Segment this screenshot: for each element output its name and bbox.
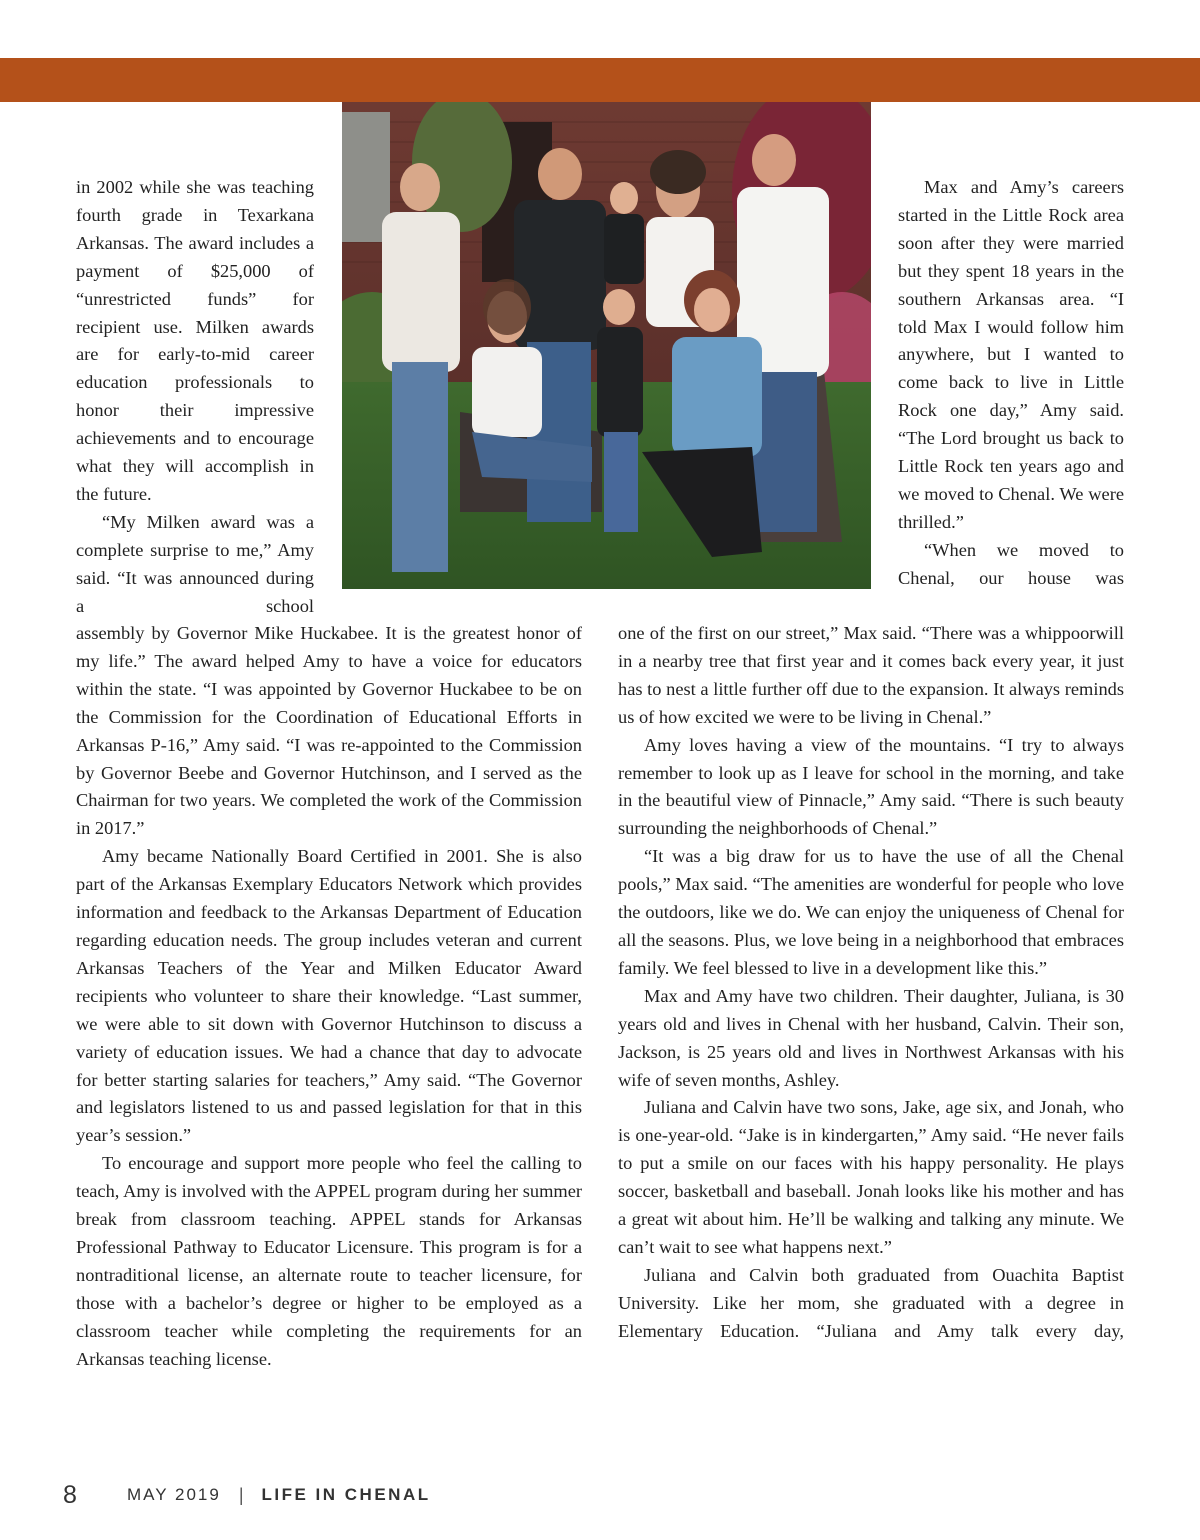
paragraph: Amy loves having a view of the mountains. “I try to always remember to look up as I leave for school in the morning, and take in the beautiful view of Pinnacle,” Amy said. “There is such beauty surrounding the neighborhoods of Chenal.” — [618, 734, 1124, 839]
paragraph: in 2002 while she was teaching fourth grade in Texarkana Arkansas. The award includes a payment of $25,000 of “unrestricted funds” for recipient use. Milken awards are for early-to-mid career education professionals to honor their impressive achievements and to encourage what they will accomplish in the future. — [76, 177, 314, 504]
paragraph: “It was a big draw for us to have the use of all the Chenal pools,” Max said. “The amenities are wonderful for people who love the outdoors, like we do. We can enjoy the uniqueness of Chenal for all the seasons. Plus, we love being in a neighborhood that embraces family. We feel blessed to live in a development like this.” — [618, 846, 1124, 978]
family-photo-illustration — [342, 102, 871, 589]
paragraph: Max and Amy’s careers started in the Little Rock area soon after they were married but they spent 18 years in the southern Arkansas area. “I told Max I would follow him anywhere, but I wanted to come back to live in Little Rock one day,” Amy said. “The Lord brought us back to Little Rock ten years ago and we moved to Chenal. We were thrilled.” — [898, 177, 1124, 532]
paragraph: Amy became Nationally Board Certified in 2001. She is also part of the Arkansas Exemplary Educators Network which provides information and feedback to the Arkansas Department of Education regarding education needs. The group includes veteran and current Arkansas Teachers of the Year and Milken Educator Award recipients who volunteer to share their knowledge. “Last summer, we were able to sit down with Governor Hutchinson to discuss a variety of education issues. We had a chance that day to advocate for better starting salaries for teachers,” Amy said. “The Governor and legislators listened to us and passed legislation for that in this year’s session.” — [76, 846, 582, 1146]
header-accent-bar — [0, 58, 1200, 102]
article-column-right-bottom — [618, 620, 1124, 1346]
paragraph: Juliana and Calvin both graduated from Ouachita Baptist University. Like her mom, she graduated with a degree in Elementary Education. “Juliana and Amy talk every day, — [618, 1264, 1124, 1341]
page-number: 8 — [63, 1480, 77, 1509]
paragraph: Juliana and Calvin have two sons, Jake, age six, and Jonah, who is one-year-old. “Jake is in kindergarten,” Amy said. “He never fails to put a smile on our faces with his happy personality. He plays soccer, basketball and baseball. Jonah looks like his mother and has a great wit about him. He’ll be walking and talking any minute. We can’t wait to see what happens next.” — [618, 1097, 1124, 1257]
paragraph: “My Milken award was a complete surprise to me,” Amy said. “It was announced during a school — [76, 511, 314, 616]
page-footer — [63, 1480, 431, 1510]
paragraph: “When we moved to Chenal, our house was — [898, 539, 1124, 588]
footer-separator: | — [238, 1484, 244, 1505]
article-column-left-top — [76, 174, 314, 621]
paragraph: Max and Amy have two children. Their daughter, Juliana, is 30 years old and lives in Chenal with her husband, Calvin. Their son, Jackson, is 25 years old and lives in Northwest Arkansas with his wife of seven months, Ashley. — [618, 985, 1124, 1090]
paragraph: assembly by Governor Mike Huckabee. It is the greatest honor of my life.” The award helped Amy to have a voice for educators within the state. “I was appointed by Governor Huckabee to be on the Commission for the Coordination of Educational Efforts in Arkansas P-16,” Amy said. “I was re-appointed to the Commission by Governor Beebe and Governor Hutchinson, and I served as the Chairman for two years. We completed the work of the Commission in 2017.” — [76, 623, 582, 839]
paragraph: To encourage and support more people who feel the calling to teach, Amy is involved with the APPEL program during her summer break from classroom teaching. APPEL stands for Arkansas Professional Pathway to Educator Licensure. This program is for a nontraditional license, an alternate route to teacher licensure, for those with a bachelor’s degree or higher to be employed as a classroom teacher while completing the requirements for an Arkansas teaching license. — [76, 1153, 582, 1369]
paragraph: one of the first on our street,” Max said. “There was a whippoorwill in a nearby tree that first year and it comes back every year, it just has to nest a little further off due to the expansion. It always reminds us of how excited we were to be living in Chenal.” — [618, 623, 1124, 727]
family-photo — [342, 102, 871, 589]
magazine-title: LIFE IN CHENAL — [261, 1485, 431, 1504]
issue-date: MAY 2019 — [127, 1485, 221, 1504]
article-column-left-bottom — [76, 620, 582, 1373]
article-column-right-top — [898, 174, 1124, 593]
